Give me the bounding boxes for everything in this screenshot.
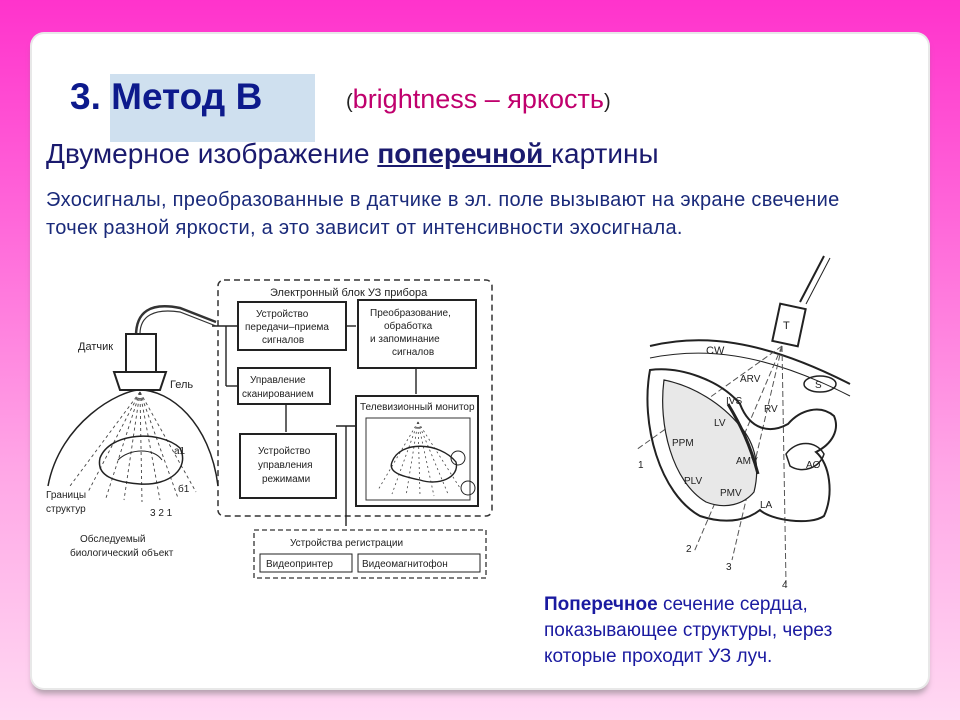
section-heading: Двумерное изображение поперечной картины <box>46 138 659 169</box>
svg-text:Устройство: Устройство <box>258 446 311 457</box>
svg-text:3 2 1: 3 2 1 <box>150 508 173 519</box>
svg-text:Управление: Управление <box>250 375 306 386</box>
body-paragraph: Эхосигналы, преобразованные в датчике в эл. поле вызывают на экране свечение точек разной яркости, а это зависит от интенсивности эхосигнала. <box>46 189 840 239</box>
svg-text:2: 2 <box>686 544 692 555</box>
title-number: 3. <box>70 76 101 117</box>
svg-text:Датчик: Датчик <box>78 341 114 353</box>
svg-text:PMV: PMV <box>720 488 742 499</box>
svg-text:Преобразование,: Преобразование, <box>370 308 451 319</box>
svg-text:Видеомагнитофон: Видеомагнитофон <box>362 559 448 570</box>
svg-text:LA: LA <box>760 500 773 511</box>
svg-text:Устройство: Устройство <box>256 309 309 320</box>
svg-text:б1: б1 <box>178 484 190 495</box>
svg-text:Телевизионный монитор: Телевизионный монитор <box>360 402 475 413</box>
svg-text:PLV: PLV <box>684 476 703 487</box>
svg-text:сигналов: сигналов <box>262 335 305 346</box>
figure-caption <box>544 592 904 670</box>
svg-text:Видеопринтер: Видеопринтер <box>266 559 333 570</box>
svg-text:режимами: режимами <box>262 474 311 485</box>
caption-text: сечение сердца, показывающее структуры, через которые проходит УЗ луч. <box>544 594 833 667</box>
svg-text:ARV: ARV <box>740 374 761 385</box>
svg-text:Устройства регистрации: Устройства регистрации <box>290 538 404 549</box>
svg-text:биологический объект: биологический объект <box>70 548 174 559</box>
svg-text:CW: CW <box>706 345 725 357</box>
caption-bold: Поперечное <box>544 594 658 615</box>
title-name: Метод В <box>111 76 263 117</box>
svg-text:1: 1 <box>638 460 644 471</box>
svg-text:сигналов: сигналов <box>392 347 435 358</box>
svg-text:Гель: Гель <box>170 379 194 391</box>
svg-text:RV: RV <box>764 404 778 415</box>
svg-text:LV: LV <box>714 418 726 429</box>
svg-text:4: 4 <box>782 580 788 590</box>
svg-text:Границы: Границы <box>46 490 86 501</box>
svg-text:структур: структур <box>46 504 86 515</box>
svg-text:AMV: AMV <box>736 456 758 467</box>
heart-section-diagram <box>610 254 858 590</box>
label-electronic-block: Электронный блок УЗ прибора <box>270 287 428 299</box>
svg-text:PPM: PPM <box>672 438 694 449</box>
svg-text:S: S <box>815 380 822 391</box>
svg-text:AO: AO <box>806 460 821 471</box>
svg-text:управления: управления <box>258 460 313 471</box>
subtitle-text: brightness – яркость <box>352 84 604 114</box>
slide-title <box>70 76 262 118</box>
svg-text:IVS: IVS <box>726 396 743 407</box>
svg-text:и запоминание: и запоминание <box>370 334 440 345</box>
svg-text:обработка: обработка <box>384 321 433 332</box>
svg-text:T: T <box>783 320 790 332</box>
svg-text:сканированием: сканированием <box>242 389 314 400</box>
svg-text:Обследуемый: Обследуемый <box>80 534 146 545</box>
svg-text:3: 3 <box>726 562 732 573</box>
svg-text:а1: а1 <box>174 446 186 457</box>
device-block-diagram <box>40 272 510 584</box>
svg-text:передачи–приема: передачи–приема <box>245 322 329 333</box>
heading-emphasis: поперечной <box>377 138 552 169</box>
title-subtitle: (brightness – яркость) <box>346 84 611 114</box>
